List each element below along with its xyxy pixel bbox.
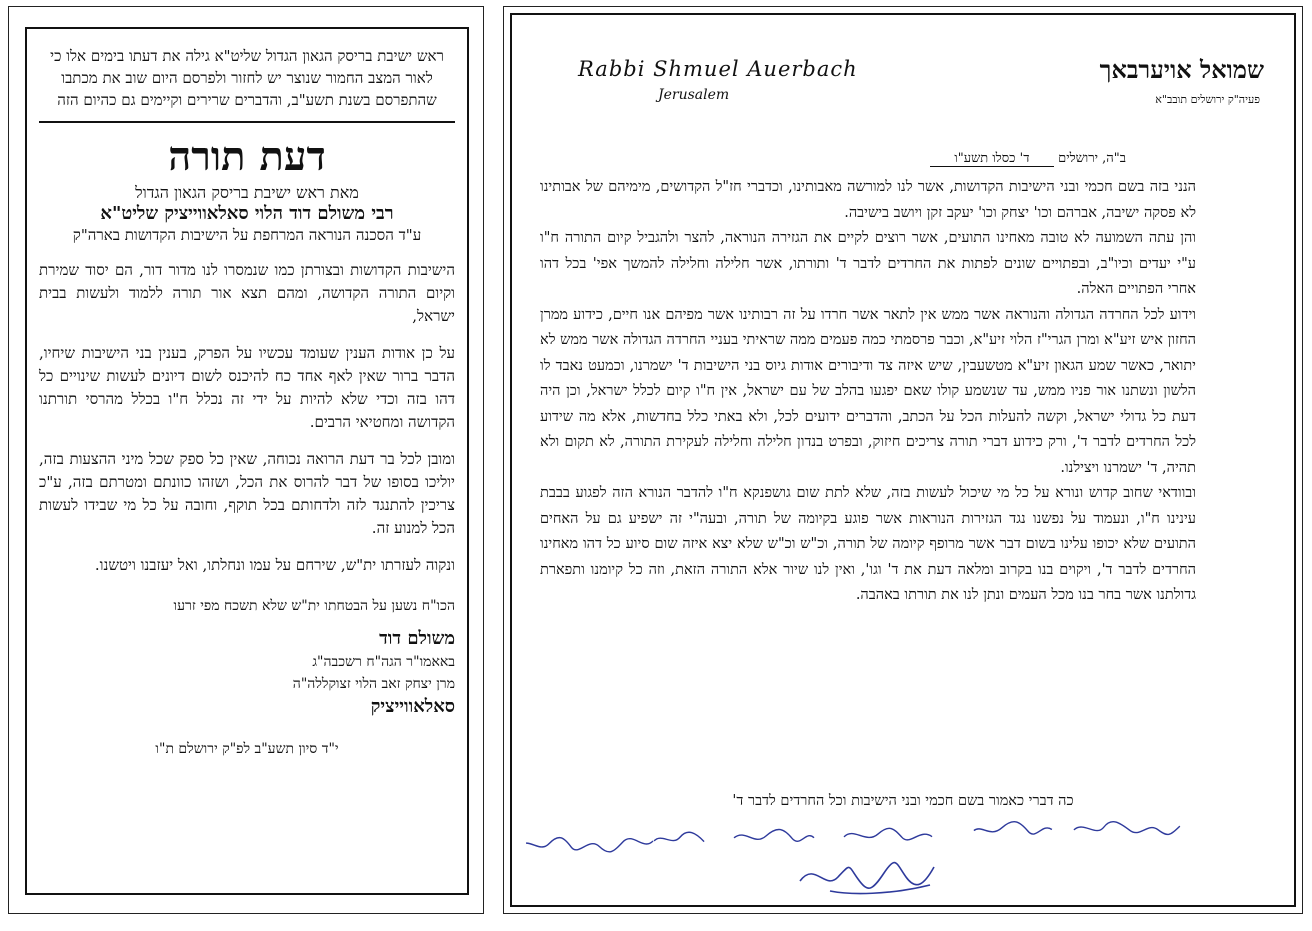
letter-paragraph: והן עתה השמועה לא טובה מאחינו התועים, אשר רוצים לקיים את הגזירה הנוראה, להצר ולהגביל קיום התורה ח"ו ע"י יעדים וכיו"ב, ובפתויים שונים לפתות את החרדים לדבר ד' ותורתו, אשר חלילה וחלילה להמשך אפי' בכל דהו אחרי הפתויים האלה. <box>540 230 1196 297</box>
letter-date-prefix: ב"ה, ירושלים <box>1058 151 1126 166</box>
notice-paragraph: ונקוה לעזרתו ית"ש, שירחם על עמו ונחלתו, ואל יעזבנו ויטשנו. <box>94 556 455 574</box>
notice-paragraph: ומובן לכל בר דעת הרואה נכוחה, שאין כל ספק שכל מיני ההצעות בזה, יוליכו בסופו של דבר להרוס את הכל, ושזהו כוונתם ומטרתם בזה, ע"כ צריכין להתנגד לזה ולדחותם בכל תוקף, וחובה על כל מי שבידו לעשות הכל למנוע זה. <box>39 450 455 537</box>
notice-from-line: מאת ראש ישיבת בריסק הגאון הגדול <box>135 183 359 202</box>
notice-panel <box>8 6 484 914</box>
notice-paragraph: הישיבות הקדושות ובצורתן כמו שנמסרו לנו מדור דור, הם יסוד שמירת וקיום התורה הקדושה, ומהם תצא אור תורה ללמוד ולעשות בבית ישראל, <box>39 261 455 325</box>
notice-preface: ראש ישיבת בריסק הגאון הגדול שליט"א גילה את דעתו בימים אלו כי לאור המצב החמור שנוצר יש לחזור ולפרסם היום שוב את מכתבו שהתפרסם בשנת תשע"ב, והדברים שרירים וקיימים גם כהיום הזה <box>50 47 444 109</box>
notice-signature-line: באאמו"ר הגה"ח רשכבה"ג <box>312 654 455 670</box>
notice-signature-name: משולם דוד <box>379 628 455 649</box>
letter-paragraph: הנני בזה בשם חכמי ובני הישיבות הקדושות, אשר לנו למורשה מאבותינו, וכדברי חז"ל הקדושים, מימיהם של אבותינו לא פסקה ישיבה, אברהם וכו' יצחק וכו' יעקב זקן ויושב בישיבה. <box>540 179 1196 221</box>
signature-scribble <box>790 851 960 901</box>
notice-signature-line: מרן יצחק זאב הלוי זצוקללה"ה <box>292 676 455 692</box>
handwritten-signature <box>790 851 960 905</box>
letter-paragraph: וידוע לכל החרדה הגדולה והנוראה אשר ממש אין לתאר אשר חרדו על זה רבותינו אשר מפיהם אנו חיים, כידוע ממרן החזון איש זיע"א ומרן הגרי"ז הלוי זיע"א, וכבר פרסמתי כמה פעמים ממה שראיתי בעניי החרדה הגדולה אשר ממש לא יתואר, כאשר שמע הגאון זיע"א מטשעבין, שיש איזה צד ודיבורים אודות גיוס בני הישיבות ד' ישמרנו, וכמעט נאבד לו הלשון ונשתנו אור פניו ממש, עד שנשמע קולו שאם יפגעו בהלב של עם ישראל, אין ח"ו קיום לכלל ישראל, וכן היה דעת כל גדולי ישראל, וקשה להעלות הכל על הכתב, והדברים ידועים לכל, ולא באתי כלל בחדשות, אלא מה שידוע לכל החרדים לדבר ד', ורק כידוע דברי תורה צריכים חיזוק, ובפרט בנדון חלילה וחלילה לעקירת התורה, לא תקום ולא תהיה, ד' ישמרנו ויצילנו. <box>540 306 1196 476</box>
letter-date <box>930 150 1126 167</box>
notice-subject-line: ע"ד הסכנה הנוראה המרחפת על הישיבות הקדושות בארה"ק <box>72 226 422 244</box>
letterhead-hebrew-name: שמואל אויערבאך <box>1099 55 1264 84</box>
letter-panel <box>503 6 1303 914</box>
notice-author-line: רבי משולם דוד הלוי סאלאווייציק שליט"א <box>100 203 394 224</box>
letter-date-value: ד' כסלו תשע"ו <box>930 150 1054 167</box>
notice-closing: הכו"ח נשען על הבטחתו ית"ש שלא תשכח מפי זרעו <box>173 598 455 614</box>
notice-date: י"ד סיון תשע"ב לפ"ק ירושלם ת"ו <box>155 741 339 757</box>
notice-divider <box>39 121 455 123</box>
notice-paragraph: על כן אודות הענין שעומד עכשיו על הפרק, בענין בני הישיבות שיחיו, הדבר ברור שאין לאף אחד כח להיכנס לשום דיונים לעשות שינויים כל דהו בזה וכדי שלא להיות על ידי זה נכלל ח"ו בכלל מהרסי תורתנו הקדושה ומחטיאי הרבים. <box>39 344 455 431</box>
letterhead-english-city: Jerusalem <box>658 87 730 103</box>
letterhead-english-name: Rabbi Shmuel Auerbach <box>578 57 858 81</box>
letterhead-hebrew-subtitle: פעיה"ק ירושלים תובב"א <box>1155 93 1260 106</box>
letter-paragraph: ובוודאי שחוב קדוש ונורא על כל מי שיכול לעשות בזה, שלא לתת שום גושפנקא ח"ו להדבר הנורא הזה לפגוע בבבת עינינו ח"ו, ונעמוד על נפשנו נגד הגזירות הנוראות אשר פוגע בקיומה של תורה, ובעה"י זה ישפיע גם על האחים התועים שלא יכופו עלינו בשום דבר אשר מרופף קיומה של תורה, וכ"ש וכ"ש שלא יצא איזה שום סיוע כל דהו מאחינו החרדים לדבר ד', ויקוים בנו בקרוב ומלאה דעת את ד' וגו', ואין לנו שיור אלא התורה הזאת, וזה כל קיומנו ותפארת גדולתנו אשר בחר בנו מכל העמים ונתן לנו את תורתו באהבה. <box>540 485 1196 603</box>
letter-frame <box>510 13 1296 907</box>
notice-title: דעת תורה <box>168 133 326 180</box>
letter-closing: כה דברי כאמור בשם חכמי ובני הישיבות וכל החרדים לדבר ד' <box>732 793 1074 809</box>
notice-frame <box>25 27 469 895</box>
notice-signature-surname: סאלאווייציק <box>370 696 455 717</box>
letter-body <box>540 175 1196 609</box>
